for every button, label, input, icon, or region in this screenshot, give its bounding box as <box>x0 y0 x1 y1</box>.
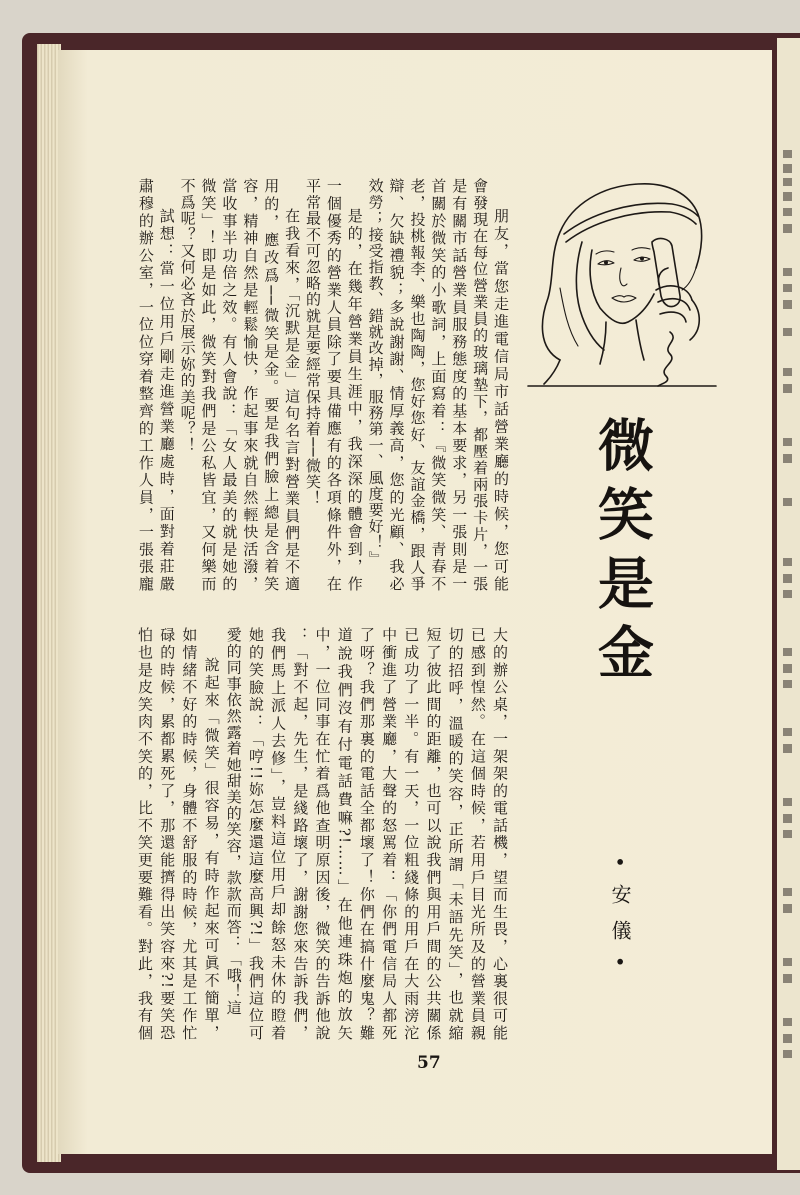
text-column: 已成功了一半。有一天，一位粗綫條的用戶在大雨滂沱 <box>402 627 421 1041</box>
text-column: 朋友，當您走進電信局市話營業廳的時候，您可能 <box>492 208 510 592</box>
text-column: 如情緒不好的時候，身體不舒服的時候，尤其是工作忙 <box>180 627 199 1041</box>
page-number: 57 <box>417 1053 441 1073</box>
woman-telephone-illustration <box>520 170 730 395</box>
text-column: 已感到惶然。在這個時候，若用戶目光所及的營業員親 <box>468 627 487 1041</box>
telephone-cord <box>658 332 673 386</box>
text-column: 一個優秀的營業人員除了要具備應有的各項條件外，在 <box>324 178 343 592</box>
text-column: 中衝進了營業廳，大聲的怒罵着：「你們電信局人都死 <box>380 627 399 1041</box>
text-column: 說起來「微笑」很容易，有時作起來可眞不簡單， <box>202 657 221 1041</box>
article-title: 微笑是金 <box>589 416 655 692</box>
text-column: 用的，應改爲──微笑是金。要是我們臉上總是含着笑 <box>262 178 281 592</box>
text-column: ：「對不起，先生，是綫路壞了，謝謝您來告訴我們， <box>291 627 310 1041</box>
hair-outline <box>542 184 701 360</box>
text-column: 在我看來，「沉默是金」這句名言對營業員們是不適 <box>283 208 302 592</box>
adjacent-page-text-marks <box>777 38 800 1170</box>
upper-text-block <box>134 178 511 592</box>
text-column: 不爲呢？又何必吝於展示妳的美呢？！ <box>178 178 197 454</box>
text-column: 首關於微笑的小歌詞，上面寫着：『微笑微笑、青春不 <box>429 178 448 592</box>
text-column: 效勞；接受指教、錯就改掉，服務第一、風度要好！』 <box>366 178 385 567</box>
text-column: 微笑」！即是如此，微笑對我們是公私皆宜，又何樂而 <box>199 178 218 592</box>
text-column: 是有關市話營業員服務態度的基本要求，另一張則是一 <box>450 178 469 592</box>
text-column: 了呀？我們那裏的電話全都壞了！你們在搞什麼鬼？難 <box>357 627 376 1041</box>
text-column: 辯、欠缺禮貌；多說謝謝、情厚義高，您的光顧、我必 <box>387 178 406 592</box>
text-column: 短了彼此間的距離，也可以說我們與用戶間的公共關係 <box>424 627 443 1041</box>
text-column: 平常最不可忽略的就是要經常保持着──微笑！ <box>303 178 322 507</box>
text-column: 會發現在每位營業員的玻璃墊下，都壓着兩張卡片，一張 <box>471 178 490 592</box>
text-column: 道說我們沒有付電話費嘛?!……」在他連珠炮的放矢 <box>335 627 354 1041</box>
adjacent-page-edge <box>777 38 800 1170</box>
telephone-receiver <box>652 239 680 307</box>
text-column: 她的笑臉說：「哼!!妳怎麼還這麼高興?!」我們這位可 <box>246 627 265 1041</box>
text-column: 是的，在幾年營業員生涯中，我深深的體會到，作 <box>345 208 364 592</box>
author-byline: •安儀• <box>608 856 632 984</box>
lower-text-block <box>133 627 511 1041</box>
text-column: 當收事半功倍之效。有人會說：「女人最美的就是她的 <box>220 178 239 592</box>
text-column: 中，一位同事在忙着爲他查明原因後，微笑的告訴他說 <box>313 627 332 1041</box>
face <box>590 248 654 324</box>
text-column: 愛的同事依然露着她甜美的笑容，款款而答：「哦！這 <box>224 627 243 1016</box>
text-column: 我們馬上派人去修」，豈料這位用戶却餘怒未休的瞪着 <box>269 627 288 1041</box>
text-column: 試想：當一位用戶剛走進營業廳處時，面對着莊嚴 <box>157 208 176 592</box>
text-column: 肅穆的辦公室，一位位穿着整齊的工作人員，一張張龐 <box>136 178 155 592</box>
text-column: 大的辦公桌，一架架的電話機，望而生畏，心裏很可能 <box>491 627 509 1041</box>
text-column: 老，投桃報李、樂也陶陶，您好您好、友誼金橋，跟人爭 <box>408 178 427 592</box>
neck-and-shoulder <box>544 320 644 384</box>
text-column: 碌的時候，累都累死了，那還能擠得出笑容來?!要笑恐 <box>158 627 177 1041</box>
text-column: 容，精神自然是輕鬆愉快，作起事來就自然輕快活潑， <box>241 178 260 592</box>
headband <box>564 203 698 242</box>
text-column: 怕也是皮笑肉不笑的，比不笑更要難看。對此，我有個 <box>136 627 154 1041</box>
text-column: 切的招呼，溫暖的笑容，正所謂「未語先笑」，也就縮 <box>446 627 465 1041</box>
